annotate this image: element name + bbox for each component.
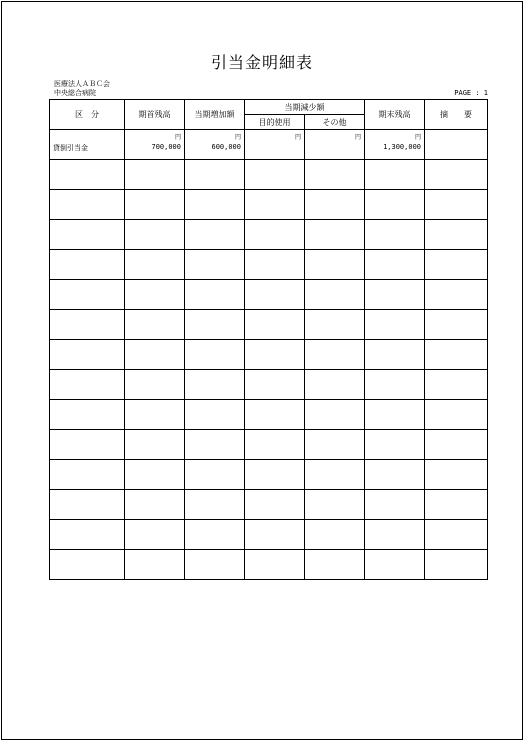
table-cell — [50, 550, 125, 580]
table-cell — [425, 310, 488, 340]
table-row — [50, 460, 488, 490]
table-cell — [50, 460, 125, 490]
table-cell — [245, 190, 305, 220]
table-cell — [425, 400, 488, 430]
cell-opening — [125, 130, 185, 160]
table-cell — [125, 430, 185, 460]
table-cell — [185, 370, 245, 400]
increase-amount: 600,000 — [211, 143, 241, 151]
col-header-decrease-other: その他 — [305, 115, 365, 130]
table-cell — [185, 460, 245, 490]
cell-closing — [365, 130, 425, 160]
table-cell — [50, 520, 125, 550]
table-cell — [365, 340, 425, 370]
table-cell — [125, 520, 185, 550]
table-cell — [185, 250, 245, 280]
table-cell — [125, 370, 185, 400]
table-cell — [245, 430, 305, 460]
table-cell — [245, 550, 305, 580]
cell-decrease-other — [305, 130, 365, 160]
table-cell — [245, 250, 305, 280]
cell-increase — [185, 130, 245, 160]
table-cell — [245, 220, 305, 250]
table-cell — [125, 250, 185, 280]
facility-name: 中央総合病院 — [54, 89, 96, 97]
table-cell — [425, 460, 488, 490]
table-cell — [305, 460, 365, 490]
table-cell — [365, 460, 425, 490]
table-cell — [365, 550, 425, 580]
table-cell — [305, 280, 365, 310]
table-cell — [185, 310, 245, 340]
col-header-category: 区 分 — [50, 100, 125, 130]
table-cell — [305, 430, 365, 460]
table-cell — [425, 550, 488, 580]
table-cell — [185, 490, 245, 520]
table-row — [50, 430, 488, 460]
table-cell — [245, 280, 305, 310]
col-header-closing: 期末残高 — [365, 100, 425, 130]
table-cell — [185, 400, 245, 430]
table-cell — [365, 220, 425, 250]
table-cell — [245, 370, 305, 400]
table-cell — [425, 340, 488, 370]
table-cell — [50, 190, 125, 220]
table-cell — [50, 310, 125, 340]
page-number: PAGE : 1 — [454, 89, 488, 97]
table-cell — [425, 280, 488, 310]
table-cell — [50, 490, 125, 520]
closing-amount: 1,300,000 — [383, 143, 421, 151]
table-row — [50, 340, 488, 370]
table-cell — [125, 190, 185, 220]
unit-label: 円 — [234, 134, 241, 141]
cell-decrease-purpose — [245, 130, 305, 160]
cell-remarks — [425, 130, 488, 160]
table-row — [50, 400, 488, 430]
table-cell — [245, 310, 305, 340]
table-cell — [125, 280, 185, 310]
table-row — [50, 220, 488, 250]
table-cell — [185, 220, 245, 250]
table-cell — [185, 280, 245, 310]
table-cell — [425, 370, 488, 400]
table-cell — [125, 160, 185, 190]
table-cell — [365, 430, 425, 460]
unit-label: 円 — [354, 134, 361, 141]
col-header-decrease-purpose: 目的使用 — [245, 115, 305, 130]
table-cell — [365, 370, 425, 400]
table-cell — [425, 490, 488, 520]
table-cell — [185, 190, 245, 220]
table-row — [50, 190, 488, 220]
table-cell — [185, 160, 245, 190]
table-cell — [50, 340, 125, 370]
table-cell — [125, 340, 185, 370]
col-header-increase: 当期増加額 — [185, 100, 245, 130]
allowance-table — [49, 99, 488, 580]
organization-name: 医療法人ＡＢＣ会 — [54, 80, 110, 88]
table-cell — [185, 550, 245, 580]
table-row — [50, 280, 488, 310]
table-cell — [305, 400, 365, 430]
table-cell — [365, 160, 425, 190]
table-cell — [125, 490, 185, 520]
table-cell — [365, 190, 425, 220]
unit-label: 円 — [294, 134, 301, 141]
table-cell — [50, 370, 125, 400]
table-cell — [365, 400, 425, 430]
table-row — [50, 550, 488, 580]
table-row — [50, 490, 488, 520]
table-cell — [50, 430, 125, 460]
table-cell — [245, 160, 305, 190]
opening-amount: 700,000 — [151, 143, 181, 151]
category-label: 貸倒引当金 — [53, 144, 88, 152]
table-cell — [125, 310, 185, 340]
table-cell — [185, 340, 245, 370]
table-cell — [245, 490, 305, 520]
table-cell — [245, 340, 305, 370]
table-cell — [305, 550, 365, 580]
table-cell — [425, 220, 488, 250]
table-cell — [365, 310, 425, 340]
table-cell — [365, 520, 425, 550]
table-cell — [125, 460, 185, 490]
table-cell — [365, 490, 425, 520]
table-cell — [425, 520, 488, 550]
table-row — [50, 370, 488, 400]
document-title: 引当金明細表 — [210, 53, 313, 72]
table-cell — [245, 460, 305, 490]
table-cell — [125, 400, 185, 430]
table-cell — [425, 430, 488, 460]
table-cell — [305, 370, 365, 400]
table-cell — [425, 160, 488, 190]
table-row — [50, 520, 488, 550]
table-cell — [305, 310, 365, 340]
table-cell — [425, 190, 488, 220]
table-cell — [185, 520, 245, 550]
table-cell — [365, 250, 425, 280]
table-row — [50, 130, 488, 160]
table-cell — [125, 220, 185, 250]
table-cell — [125, 550, 185, 580]
table-cell — [305, 220, 365, 250]
table-cell — [305, 250, 365, 280]
table-row — [50, 160, 488, 190]
table-cell — [245, 520, 305, 550]
table-cell — [50, 400, 125, 430]
table-cell — [365, 280, 425, 310]
unit-label: 円 — [174, 134, 181, 141]
table-cell — [50, 280, 125, 310]
table-cell — [245, 400, 305, 430]
col-header-decrease-group: 当期減少額 — [245, 100, 365, 115]
table-cell — [305, 490, 365, 520]
table-row — [50, 310, 488, 340]
col-header-opening: 期首残高 — [125, 100, 185, 130]
table-cell — [50, 250, 125, 280]
cell-category — [50, 130, 125, 160]
unit-label: 円 — [414, 134, 421, 141]
table-row — [50, 250, 488, 280]
table-cell — [305, 520, 365, 550]
table-cell — [50, 220, 125, 250]
table-cell — [185, 430, 245, 460]
table-cell — [305, 340, 365, 370]
col-header-remarks: 摘 要 — [425, 100, 488, 130]
table-cell — [305, 190, 365, 220]
table-cell — [50, 160, 125, 190]
table-cell — [305, 160, 365, 190]
table-cell — [425, 250, 488, 280]
